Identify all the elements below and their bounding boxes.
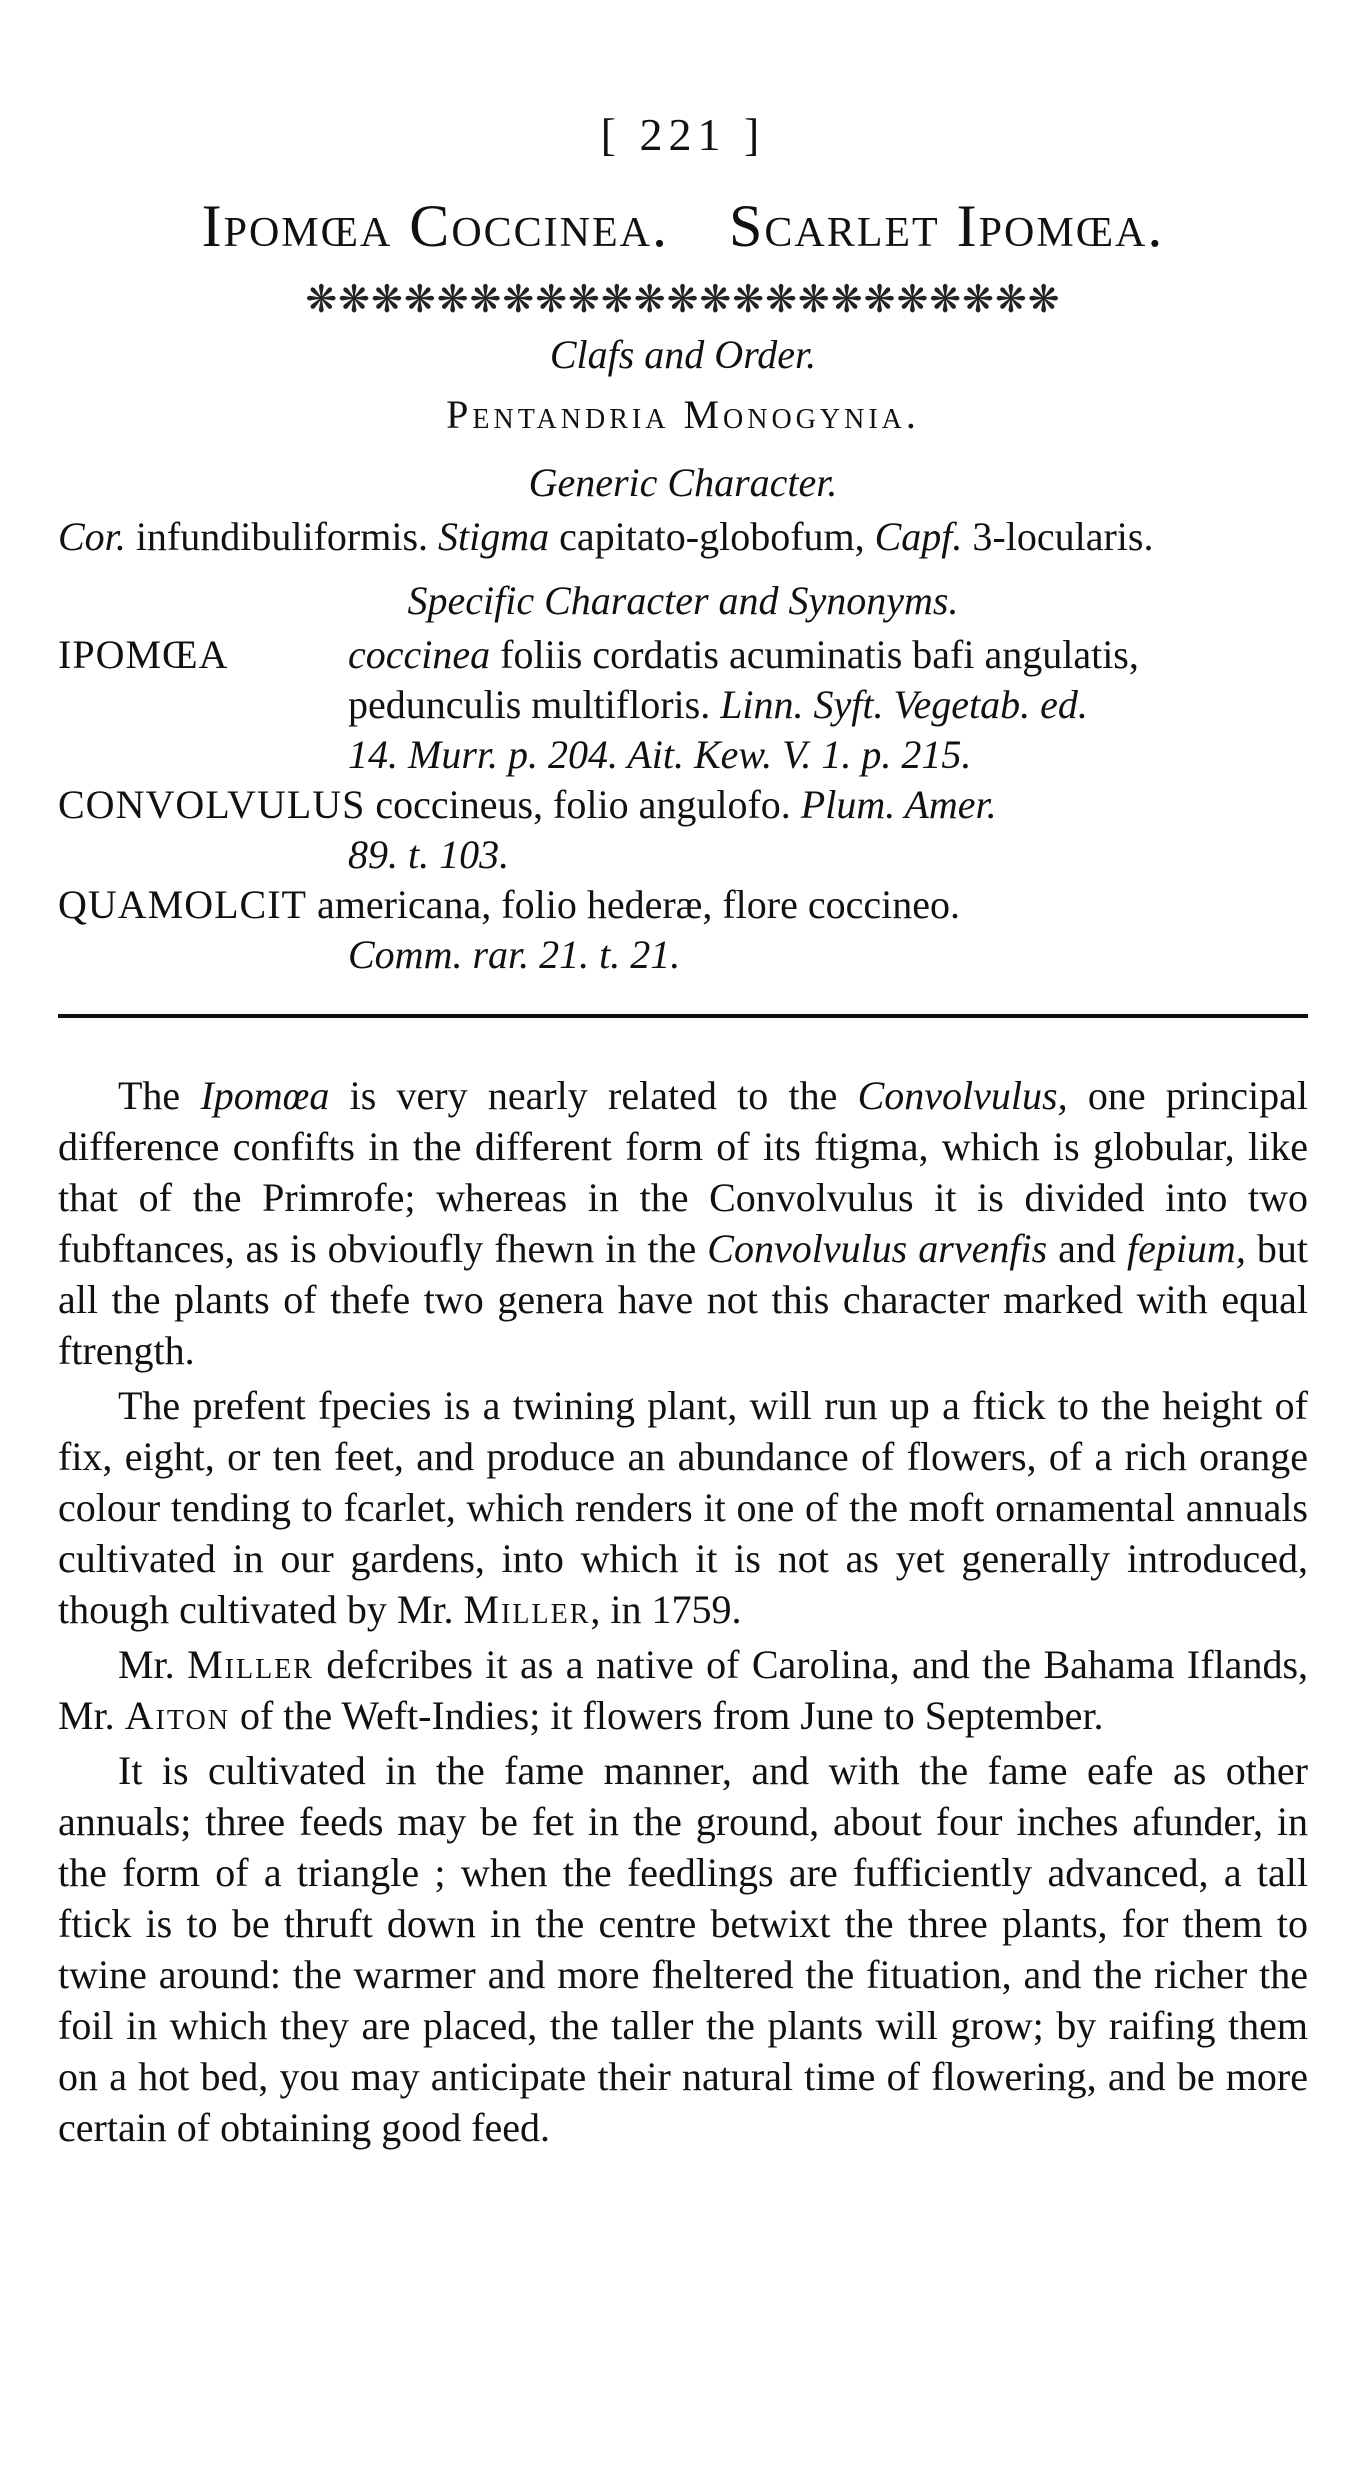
text-run: The prefent fpecies is a twining plant, will run up a ftick to the height of fix, eight, or ten feet, and produce an abundance of flowers, of a rich orange colour tending to fcarlet, which renders it one of the moft ornamental annuals cultivated in our gardens, into which it is not as yet generally introduced, though cultivated by Mr. (58, 1383, 1308, 1632)
synonym-lead: CONVOLVULUS (58, 782, 366, 827)
genus-name: Ipomœa (200, 1073, 330, 1118)
text-run: is very nearly related to the (329, 1073, 858, 1118)
paragraph-3 (58, 1639, 1308, 1741)
text-run: The (118, 1073, 201, 1118)
text-run: but all the plants of thefe two genera have not this character marked with equal ftrength. (58, 1226, 1308, 1373)
title-common: Scarlet Ipomœa. (728, 193, 1165, 259)
synonym-reference-cont: 89. t. 103. (348, 832, 510, 877)
specific-heading: Specific Character and Synonyms. (407, 578, 959, 623)
text-run: of the Weft-Indies; it flowers from June to September. (229, 1693, 1104, 1738)
page-number: [ 221 ] (600, 109, 766, 160)
person-name: Miller (463, 1587, 591, 1632)
synonym-text: foliis cordatis acuminatis bafi angulatis, pedunculis multifloris. (348, 632, 1139, 727)
cor-text: infundibuliformis. (125, 514, 439, 559)
person-name: Aiton (124, 1693, 230, 1738)
species-name: Convolvulus arvenfis (707, 1226, 1048, 1271)
stigma-label: Stigma (438, 514, 550, 559)
genus-name: Convolvulus, (857, 1073, 1068, 1118)
text-run: and (1047, 1226, 1127, 1271)
paragraph-2 (58, 1380, 1308, 1635)
title-latin: Ipomœa Coccinea. (201, 193, 669, 259)
text-run: , in 1759. (590, 1587, 742, 1632)
synonym-reference-cont: 14. Murr. p. 204. Ait. Kew. V. 1. p. 215. (348, 732, 972, 777)
capf-label: Capf. (874, 514, 963, 559)
cor-label: Cor. (58, 514, 126, 559)
synonym-lead: IPOMŒA (58, 632, 229, 677)
person-name: Miller (187, 1642, 314, 1687)
synonym-body (348, 630, 1308, 780)
page-title (58, 190, 1308, 262)
synonym-convolvulus (58, 780, 1308, 880)
synonym-reference: Linn. Syft. Vegetab. ed. (720, 682, 1088, 727)
synonym-reference: Plum. Amer. (800, 782, 997, 827)
stigma-text: capitato-globofum, (549, 514, 875, 559)
text-run: Mr. (118, 1642, 188, 1687)
text-run: one principal difference confifts in the different form of its ftigma, which is globular, like that of the Primrofe; whereas in the Convolvulus it is divided into two fubftances, as is obvioufly fhewn in the (58, 1073, 1309, 1271)
capf-text: 3-locularis. (962, 514, 1154, 559)
synonym-ipomoea (58, 630, 1308, 780)
synonym-species: coccinea (348, 632, 491, 677)
synonym-body (58, 880, 1308, 980)
paragraph-4: It is cultivated in the fame manner, and with the fame eafe as other annuals; three feeds may be fet in the ground, about four inches afunder, in the form of a triangle ; when the feedlings are fufficiently advanced, a tall ftick is to be thruft down in the centre betwixt the three plants, for them to twine around: the warmer and more fheltered the fituation, and the richer the foil in which they are placed, the taller the plants will grow; by raifing them on a hot bed, you may anticipate their natural time of flowering, and be more certain of obtaining good feed. (58, 1748, 1308, 2150)
section-rule (58, 1014, 1308, 1018)
synonym-body (58, 780, 1308, 880)
class-value: Pentandria Monogynia. (446, 392, 920, 437)
synonym-lead: QUAMOLCIT (58, 882, 307, 927)
text-run: defcribes it as a native of Carolina, and the Bahama Iflands, Mr. (58, 1642, 1309, 1738)
synonym-quamolcit (58, 880, 1308, 980)
synonym-text: americana, folio hederæ, flore coccineo. (306, 882, 960, 927)
synonym-reference-cont: Comm. rar. 21. t. 21. (348, 932, 681, 977)
ornament-divider: ❋❋❋❋❋❋❋❋❋❋❋❋❋❋❋❋❋❋❋❋❋❋❋ (305, 279, 1061, 321)
page (58, 110, 1308, 2157)
synonym-text: coccineus, folio angulofo. (365, 782, 801, 827)
generic-character (58, 512, 1308, 562)
species-name: fepium, (1126, 1226, 1246, 1271)
generic-heading: Generic Character. (528, 460, 838, 505)
class-heading: Clafs and Order. (549, 332, 817, 377)
paragraph-1 (58, 1070, 1308, 1376)
